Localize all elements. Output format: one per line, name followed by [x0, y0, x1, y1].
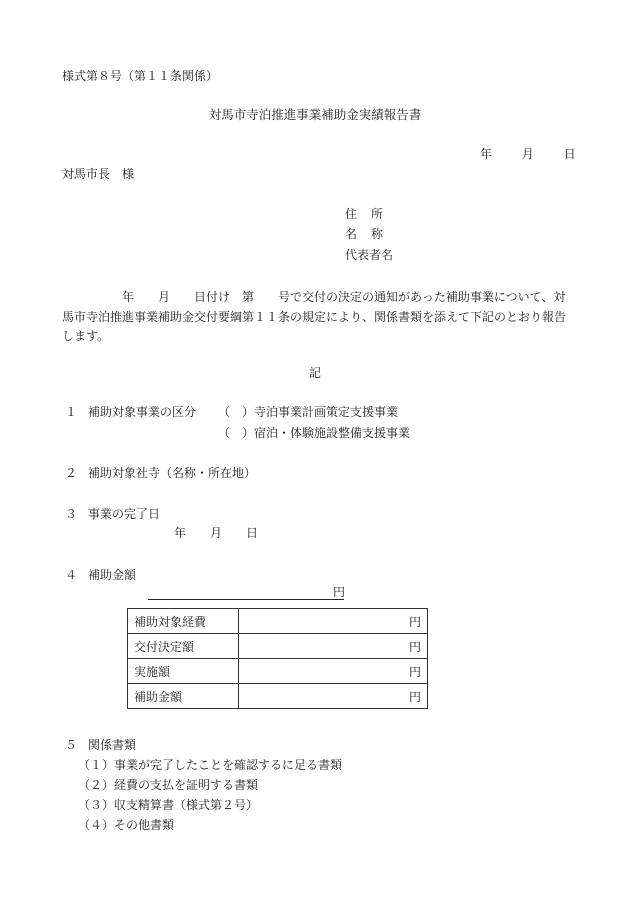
row-label: 実施額: [128, 659, 239, 684]
related-doc-item: （３）収支精算書（様式第２号）: [78, 798, 259, 812]
related-doc-item: （１）事業が完了したことを確認するに足る書類: [78, 758, 343, 772]
table-row: [128, 634, 428, 659]
related-doc-item: （２）経費の支払を証明する書類: [78, 778, 259, 792]
row-label: 交付決定額: [128, 634, 239, 659]
completion-date: 年 月 日: [174, 526, 259, 540]
amount-unit: 円: [333, 585, 346, 599]
body-line-2: 対馬市寺泊推進事業補助金交付要綱第１１条の規定により、関係書類を添えて下記のとおり報告します。: [62, 290, 567, 343]
amount-table: [127, 608, 428, 709]
section-4-number: ４: [65, 568, 78, 582]
date-day: 日: [563, 147, 576, 161]
section-3-number: ３: [65, 507, 78, 521]
section-2-number: ２: [65, 466, 78, 480]
date-year: 年: [480, 147, 493, 161]
addressee: 対馬市長 様: [62, 167, 135, 181]
section-1-option-1: （ ）寺泊事業計画策定支援事業: [218, 405, 399, 419]
date-month: 月: [521, 147, 534, 161]
row-value: 円: [239, 684, 428, 709]
section-5-label: 関係書類: [88, 738, 137, 752]
table-row: [128, 609, 428, 634]
table-row: [128, 659, 428, 684]
applicant-representative-label: 代表者名: [345, 248, 394, 262]
row-value: 円: [239, 659, 428, 684]
section-1-option-2: （ ）宿泊・体験施設整備支援事業: [218, 426, 411, 440]
form-number-label: 様式第８号（第１１条関係）: [62, 69, 219, 83]
table-row: [128, 684, 428, 709]
section-4-label: 補助金額: [88, 568, 137, 582]
amount-underline: [148, 586, 344, 600]
ki-heading: 記: [308, 366, 321, 380]
document-title: 対馬市寺泊推進事業補助金実績報告書: [208, 107, 422, 122]
section-2-label: 補助対象社寺（名称・所在地）: [88, 466, 257, 480]
applicant-address-label: 住所: [345, 207, 398, 221]
section-1-label: 補助対象事業の区分: [88, 405, 197, 419]
section-1-number: １: [65, 405, 78, 419]
section-5-number: ５: [65, 738, 78, 752]
row-value: 円: [239, 634, 428, 659]
report-date: [480, 147, 576, 161]
row-value: 円: [239, 609, 428, 634]
section-3-label: 事業の完了日: [88, 507, 161, 521]
row-label: 補助金額: [128, 684, 239, 709]
row-label: 補助対象経費: [128, 609, 239, 634]
related-doc-item: （４）その他書類: [78, 818, 175, 832]
report-body: [62, 288, 572, 347]
applicant-name-label: 名称: [345, 227, 398, 241]
body-line-1: 年 月 日付け 第 号で交付の決定の通知があった補助事業について、: [122, 290, 554, 304]
